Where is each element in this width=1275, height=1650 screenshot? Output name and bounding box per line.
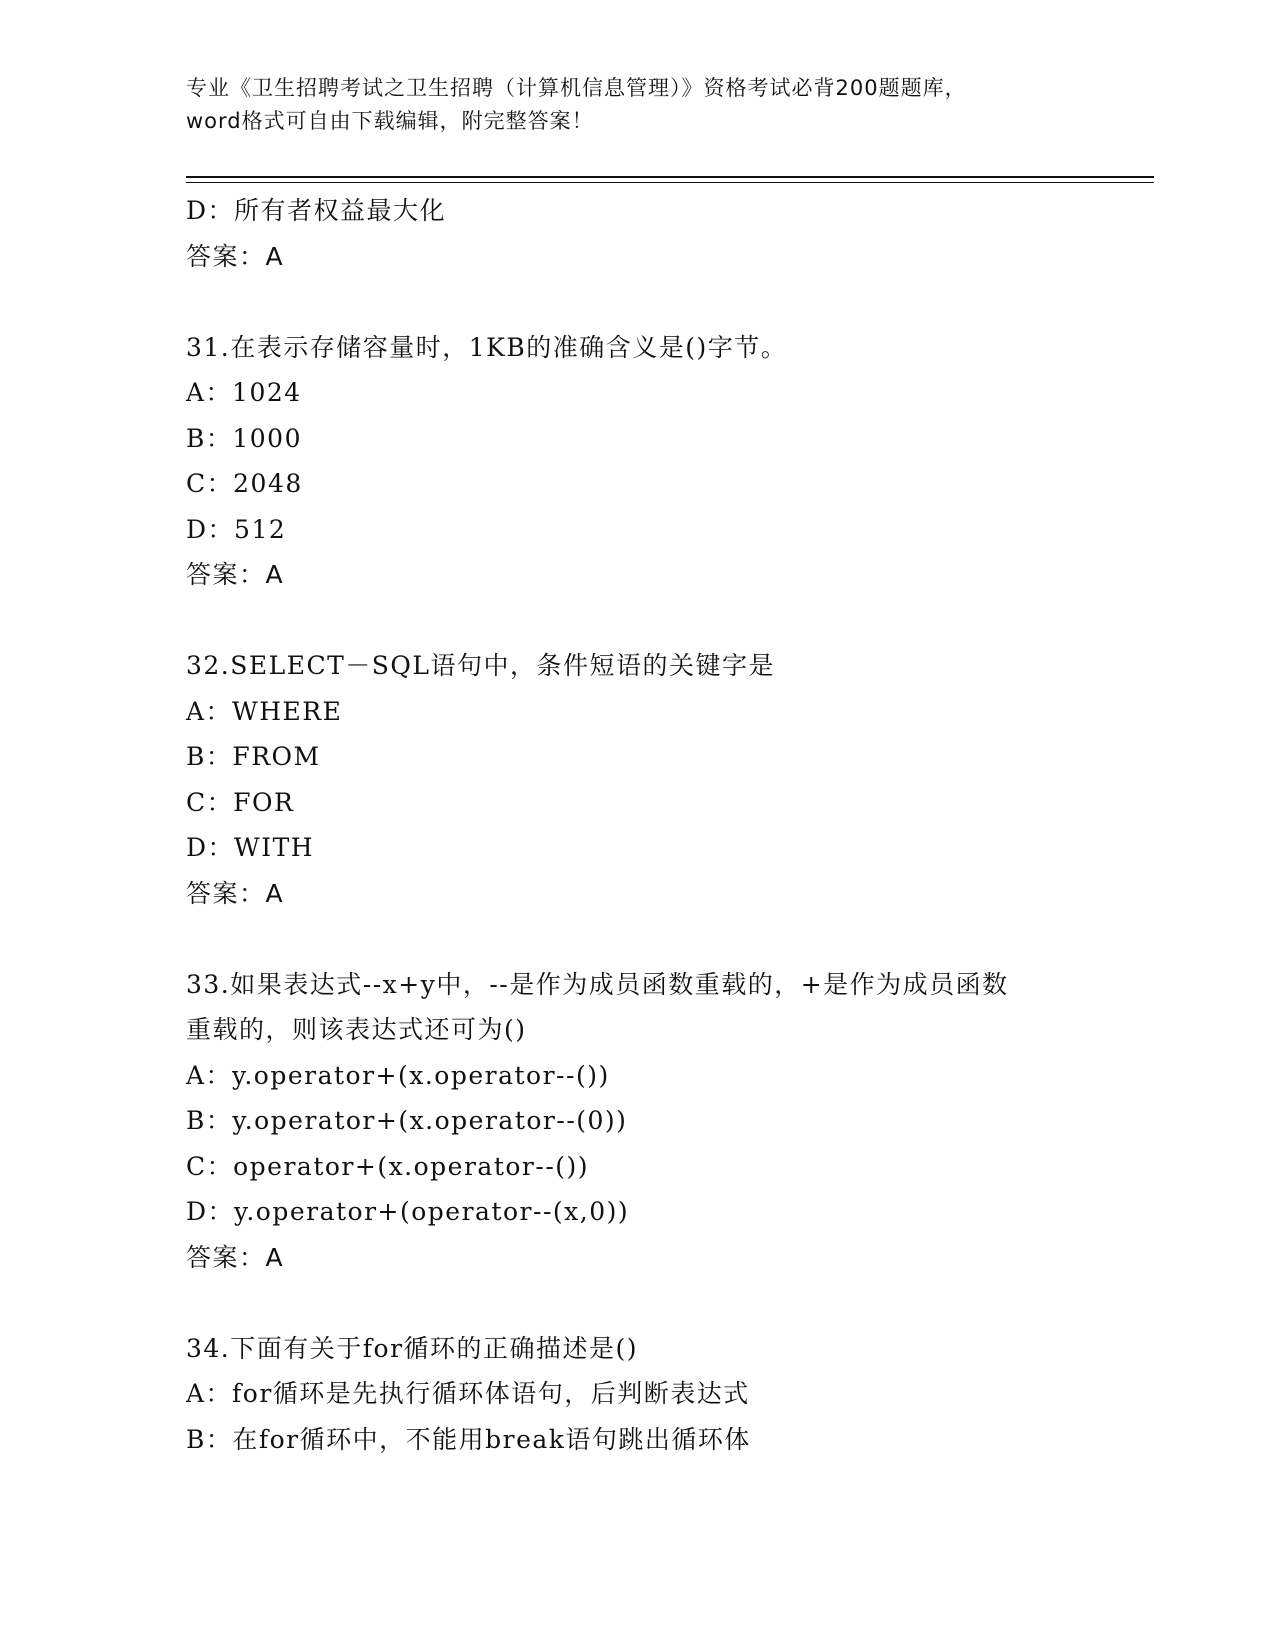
option-d: D：y.operator+(operator--(x,0)) [186, 1197, 630, 1226]
option-b: B：1000 [186, 423, 302, 453]
option-b: B：在for循环中，不能用break语句跳出循环体 [186, 1424, 751, 1454]
option-a: A：WHERE [186, 696, 343, 726]
answer: 答案：A [186, 878, 285, 908]
option-c: C：FOR [186, 787, 295, 817]
option-b: B：y.operator+(x.operator--(0)) [186, 1106, 628, 1135]
document-header [186, 72, 1086, 138]
spacer [186, 598, 1154, 644]
header-line-1: 专业《卫生招聘考试之卫生招聘（计算机信息管理）》资格考试必背200题题库， [186, 76, 967, 100]
option-a: A：for循环是先执行循环体语句，后判断表达式 [186, 1379, 750, 1408]
spacer [186, 916, 1154, 962]
option-c: C：2048 [186, 469, 303, 498]
option-a: A：y.operator+(x.operator--()) [186, 1060, 610, 1090]
answer: 答案：A [186, 241, 285, 271]
answer: 答案：A [186, 560, 285, 589]
header-rule-thick [186, 176, 1154, 178]
question-stem: 31.在表示存储容量时，1KB的准确含义是()字节。 [186, 332, 788, 362]
option-b: B：FROM [186, 742, 321, 771]
question-stem: 34.下面有关于for循环的正确描述是() [186, 1333, 639, 1363]
option-d: D：WITH [186, 833, 315, 862]
spacer [186, 1280, 1154, 1326]
answer: 答案：A [186, 1242, 285, 1272]
question-stem: 32.SELECT－SQL语句中，条件短语的关键字是 [186, 651, 776, 680]
question-stem-continued: 重载的，则该表达式还可为() [186, 1015, 527, 1044]
spacer [186, 279, 1154, 325]
option-c: C：operator+(x.operator--()) [186, 1151, 590, 1181]
option-a: A：1024 [186, 378, 302, 407]
header-line-2: word格式可自由下载编辑，附完整答案！ [186, 109, 594, 133]
question-content [186, 188, 1154, 1462]
option-d: D：512 [186, 514, 287, 544]
question-stem: 33.如果表达式--x+y中，--是作为成员函数重载的，+是作为成员函数 [186, 969, 1009, 999]
header-rule-thin [186, 182, 1154, 183]
option-d: D：所有者权益最大化 [186, 196, 447, 225]
